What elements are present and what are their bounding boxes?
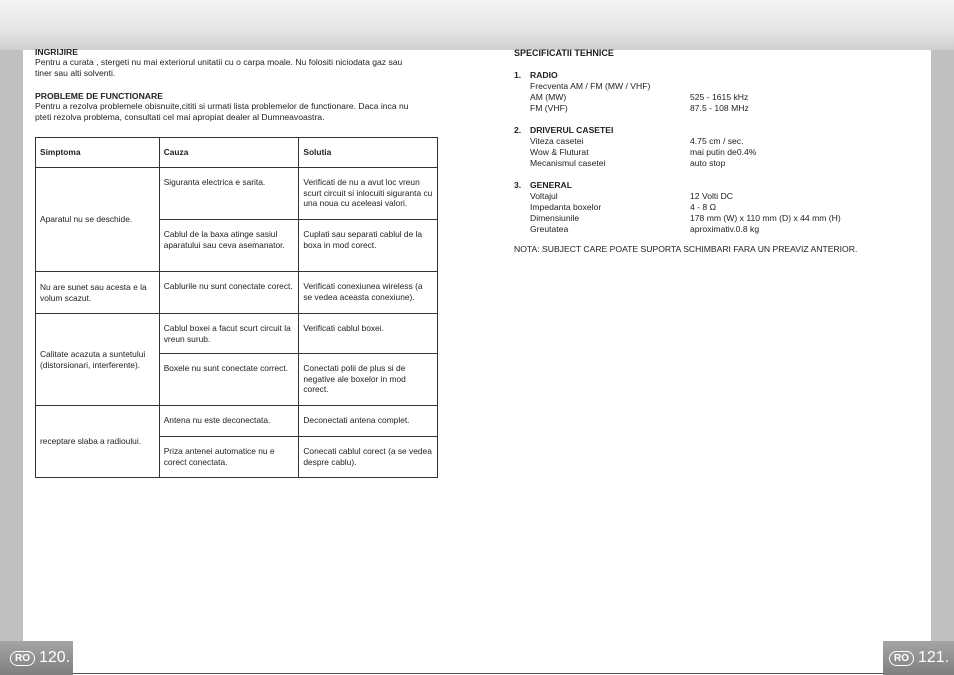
care-text-line2: tiner sau alti solventi. — [35, 68, 116, 78]
spec-value: aproximativ.0.8 kg — [690, 224, 760, 234]
solution-cell: Deconectati antena complet. — [299, 406, 438, 437]
spec-value: 87.5 - 108 MHz — [690, 103, 749, 113]
language-badge: RO — [889, 651, 914, 666]
header-band — [0, 0, 954, 50]
spec-label: Frecventa AM / FM (MW / VHF) — [530, 81, 651, 91]
page-number-box-right — [883, 641, 954, 675]
page-number: 121. — [918, 649, 950, 666]
table-row — [36, 314, 438, 354]
solution-cell: Conectati polii de plus si de negative ale boxelor in mod corect. — [299, 354, 438, 406]
section-title: GENERAL — [530, 180, 573, 190]
spec-section-general — [514, 180, 573, 191]
symptom-cell: Aparatul nu se deschide. — [36, 168, 160, 272]
language-badge: RO — [10, 651, 35, 666]
symptom-cell: Calitate acazuta a suntetului (distorsionari, interferente). — [36, 314, 160, 406]
care-heading: INGRIJIRE — [35, 47, 78, 57]
symptom-cell: Nu are sunet sau acesta e la volum scazut. — [36, 272, 160, 314]
spec-label: Dimensiunile — [530, 213, 580, 223]
spec-label: AM (MW) — [530, 92, 567, 102]
header-symptom: Simptoma — [36, 138, 160, 168]
spec-section-cassette — [514, 125, 614, 136]
spec-value: 178 mm (W) x 110 mm (D) x 44 mm (H) — [690, 213, 841, 223]
spec-value: 4.75 cm / sec. — [690, 136, 744, 146]
symptom-cell: receptare slaba a radioului. — [36, 406, 160, 478]
section-number: 2. — [514, 125, 522, 135]
spec-value: auto stop — [690, 158, 726, 168]
table-header-row — [36, 138, 438, 168]
troubleshoot-text-line1: Pentru a rezolva problemele obisnuite,cititi si urmati lista problemelor de functionare. Daca inca nu — [35, 101, 409, 111]
cause-cell: Cablul de la baxa atinge sasiul aparatului sau ceva asemanator. — [159, 220, 299, 272]
care-text-line1: Pentru a curata , stergeti nu mai exteriorul unitatii cu o carpa moale. Nu folositi niciodata gaz sau — [35, 57, 403, 67]
spec-label: FM (VHF) — [530, 103, 568, 113]
spec-value: 525 - 1615 kHz — [690, 92, 749, 102]
cause-cell: Boxele nu sunt conectate correct. — [159, 354, 299, 406]
section-number: 3. — [514, 180, 522, 190]
right-sidebar-strip — [931, 50, 954, 675]
troubleshoot-heading: PROBLEME DE FUNCTIONARE — [35, 91, 163, 101]
left-sidebar-strip — [0, 50, 23, 675]
header-solution: Solutia — [299, 138, 438, 168]
troubleshoot-section — [35, 91, 409, 123]
spec-label: Viteza casetei — [530, 136, 584, 146]
troubleshooting-table — [35, 137, 438, 478]
page-number: 120. — [39, 649, 71, 666]
table-row — [36, 272, 438, 314]
header-cause: Cauza — [159, 138, 299, 168]
page-number-box-left — [0, 641, 73, 675]
spec-value: 12 Volti DC — [690, 191, 733, 201]
spec-label: Wow & Fluturat — [530, 147, 589, 157]
solution-cell: Cuplati sau separati cablul de la boxa in mod corect. — [299, 220, 438, 272]
care-section — [35, 47, 402, 79]
cause-cell: Siguranta electrica e sarita. — [159, 168, 299, 220]
solution-cell: Verificati cablul boxei. — [299, 314, 438, 354]
troubleshoot-text-line2: pteti rezolva problema, consultati cel mai apropiat dealer al Dumneavoastra. — [35, 112, 325, 122]
cause-cell: Antena nu este deconectata. — [159, 406, 299, 437]
spec-heading: SPECIFICATII TEHNICE — [514, 48, 614, 58]
cause-cell: Cablul boxei a facut scurt circuit la vreun surub. — [159, 314, 299, 354]
section-title: RADIO — [530, 70, 558, 80]
spec-label: Impedanta boxelor — [530, 202, 602, 212]
spec-note: NOTA: SUBJECT CARE POATE SUPORTA SCHIMBARI FARA UN PREAVIZ ANTERIOR. — [514, 244, 858, 254]
cause-cell: Cablurile nu sunt conectate corect. — [159, 272, 299, 314]
spec-section-radio — [514, 70, 558, 81]
section-title: DRIVERUL CASETEI — [530, 125, 614, 135]
spec-value: 4 - 8 Ω — [690, 202, 717, 212]
solution-cell: Conecati cablul corect (a se vedea despre cablu). — [299, 437, 438, 478]
solution-cell: Verificati de nu a avut loc vreun scurt circuit si inlocuiti siguranta cu una noua cu aceleasi valori. — [299, 168, 438, 220]
table-row — [36, 168, 438, 220]
footer-rule-left — [73, 673, 478, 674]
footer-rule-right — [478, 673, 883, 674]
solution-cell: Verificati conexiunea wireless (a se vedea aceasta conexiune). — [299, 272, 438, 314]
section-number: 1. — [514, 70, 522, 80]
table-row — [36, 406, 438, 437]
spec-value: mai putin de0.4% — [690, 147, 757, 157]
cause-cell: Priza antenei automatice nu e corect conectata. — [159, 437, 299, 478]
spec-label: Voltajul — [530, 191, 558, 201]
spec-label: Greutatea — [530, 224, 569, 234]
spec-label: Mecanismul casetei — [530, 158, 606, 168]
